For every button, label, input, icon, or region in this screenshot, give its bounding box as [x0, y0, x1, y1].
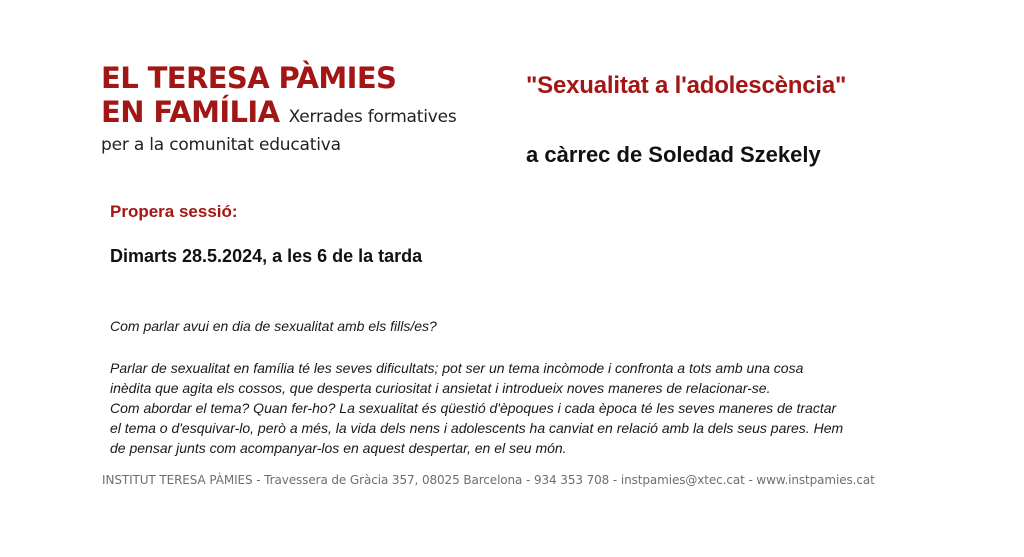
description-question: Com parlar avui en dia de sexualitat amb els fills/es? — [110, 318, 437, 334]
description-line: Parlar de sexualitat en família té les seves dificultats; pot ser un tema incòmode i confronta a tots amb una cosa — [110, 360, 804, 376]
brand-title-line2: EN FAMÍLIA — [101, 95, 280, 129]
speaker-line: a càrrec de Soledad Szekely — [526, 142, 821, 167]
next-session-label: Propera sessió: — [110, 202, 238, 221]
brand-title-line2-row — [101, 95, 457, 129]
brand-subtitle-line2: per a la comunitat educativa — [101, 135, 341, 155]
description-paragraph — [110, 358, 843, 458]
footer-contact: INSTITUT TERESA PÀMIES - Travessera de Gràcia 357, 08025 Barcelona - 934 353 708 - instpamies@xtec.cat - www.instpamies.cat — [102, 473, 875, 487]
description-line: de pensar junts com acompanyar-los en aquest despertar, en el seu món. — [110, 440, 567, 456]
description-line: Com abordar el tema? Quan fer-ho? La sexualitat és qüestió d'èpoques i cada època té les seves maneres de tractar — [110, 400, 837, 416]
brand-subtitle: Xerrades formatives — [288, 107, 457, 127]
description-line: el tema o d'esquivar-lo, però a més, la vida dels nens i adolescents ha canviat en relació amb la dels seus pares. Hem — [110, 420, 844, 436]
talk-title: "Sexualitat a l'adolescència" — [526, 72, 847, 99]
brand-title-line1: EL TERESA PÀMIES — [101, 61, 397, 95]
session-date: Dimarts 28.5.2024, a les 6 de la tarda — [110, 246, 423, 266]
description-line: inèdita que agita els cossos, que desperta curiositat i ansietat i introdueix noves maneres de relacionar-se. — [110, 380, 771, 396]
